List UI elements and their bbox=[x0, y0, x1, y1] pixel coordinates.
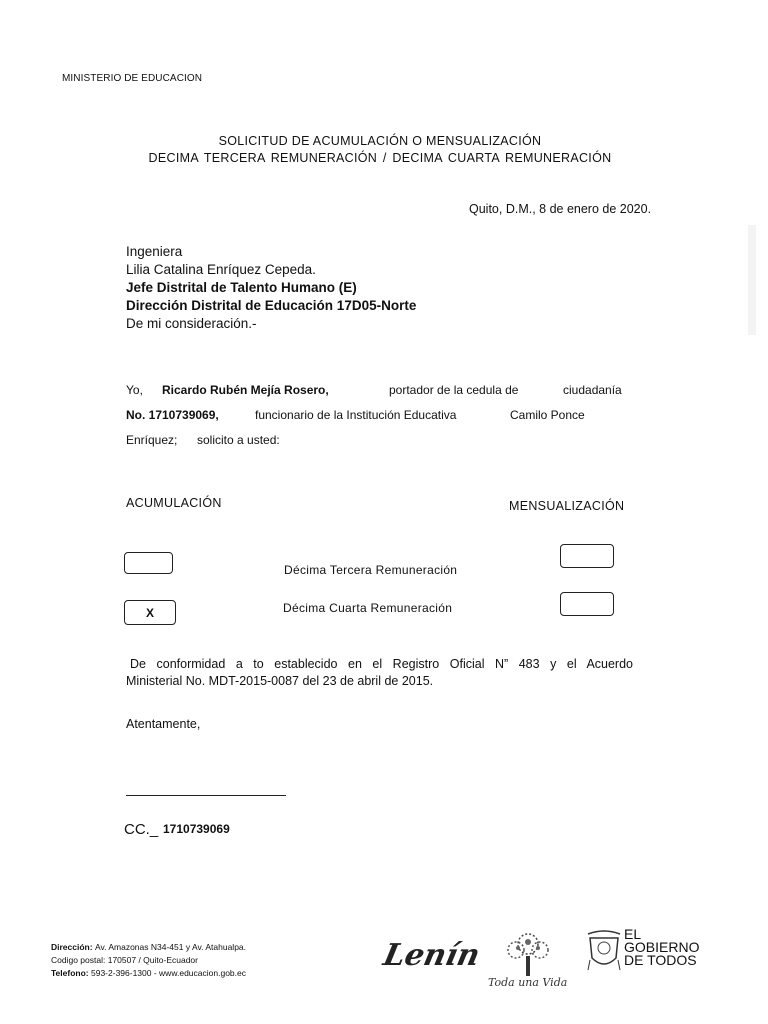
recipient-greeting: De mi consideración.- bbox=[126, 316, 257, 331]
phone-label: Telefono: bbox=[51, 968, 89, 978]
footer-phone bbox=[51, 968, 246, 978]
body-portador: portador de la cedula de bbox=[389, 383, 519, 397]
document-date: Quito, D.M., 8 de enero de 2020. bbox=[469, 202, 652, 216]
recipient-position: Jefe Distrital de Talento Humano (E) bbox=[126, 280, 357, 295]
cc-label: CC._ bbox=[124, 821, 159, 838]
lenin-signature-logo: Lenín bbox=[380, 938, 483, 973]
tree-logo-text: Toda una Vida bbox=[488, 976, 568, 989]
cc-number: 1710739069 bbox=[163, 822, 230, 836]
row2-monthly-checkbox[interactable] bbox=[560, 592, 614, 616]
signature-line bbox=[126, 795, 286, 796]
address-label: Dirección: bbox=[51, 942, 93, 952]
scan-edge bbox=[748, 225, 756, 335]
row2-label: Décima Cuarta Remuneración bbox=[283, 601, 453, 615]
address-value: Av. Amazonas N34-451 y Av. Atahualpa. bbox=[94, 942, 247, 952]
ministry-header: MINISTERIO DE EDUCACION bbox=[62, 73, 203, 84]
applicant-name: Ricardo Rubén Mejía Rosero, bbox=[162, 383, 329, 397]
row1-accumulation-checkbox[interactable] bbox=[124, 552, 173, 574]
postal-label: Codigo postal: bbox=[51, 955, 106, 965]
coat-of-arms-icon bbox=[586, 930, 622, 972]
row1-monthly-checkbox[interactable] bbox=[560, 544, 614, 568]
monthly-heading: MENSUALIZACIÓN bbox=[509, 499, 625, 513]
body-ciudadania: ciudadanía bbox=[563, 383, 622, 397]
applicant-id: No. 1710739069, bbox=[126, 408, 219, 422]
body-funcionario: funcionario de la Institución Educativa bbox=[255, 408, 457, 422]
phone-value: 593-2-396-1300 - www.educacion.gob.ec bbox=[91, 968, 246, 978]
body-yo: Yo, bbox=[126, 383, 143, 397]
document-title: SOLICITUD DE ACUMULACIÓN O MENSUALIZACIÓN bbox=[218, 134, 542, 148]
row1-label: Décima Tercera Remuneración bbox=[284, 563, 458, 577]
footer-address bbox=[51, 942, 246, 952]
institution-name-part1: Camilo Ponce bbox=[510, 408, 585, 422]
institution-name-part2: Enríquez; bbox=[126, 433, 178, 447]
closing-farewell: Atentamente, bbox=[126, 717, 201, 731]
footer-postal bbox=[51, 955, 198, 965]
document-subtitle: DECIMA TERCERA REMUNERACIÓN / DECIMA CUARTA REMUNERACIÓN bbox=[148, 151, 612, 165]
legal-line-1: De conformidad a to establecido en el Registro Oficial N” 483 y el Acuerdo bbox=[130, 657, 633, 671]
body-solicito: solicito a usted: bbox=[197, 433, 280, 447]
row2-accumulation-checkbox[interactable]: X bbox=[124, 600, 176, 625]
postal-value: 170507 / Quito-Ecuador bbox=[107, 955, 198, 965]
accumulation-heading: ACUMULACIÓN bbox=[126, 496, 222, 510]
tree-icon bbox=[496, 930, 560, 978]
government-logo-text: EL GOBIERNO DE TODOS bbox=[624, 926, 700, 968]
recipient-office: Dirección Distrital de Educación 17D05-Norte bbox=[126, 298, 417, 313]
recipient-salutation: Ingeniera bbox=[126, 244, 183, 259]
recipient-name: Lilia Catalina Enríquez Cepeda. bbox=[126, 262, 316, 277]
legal-line-2: Ministerial No. MDT-2015-0087 del 23 de abril de 2015. bbox=[126, 674, 434, 688]
